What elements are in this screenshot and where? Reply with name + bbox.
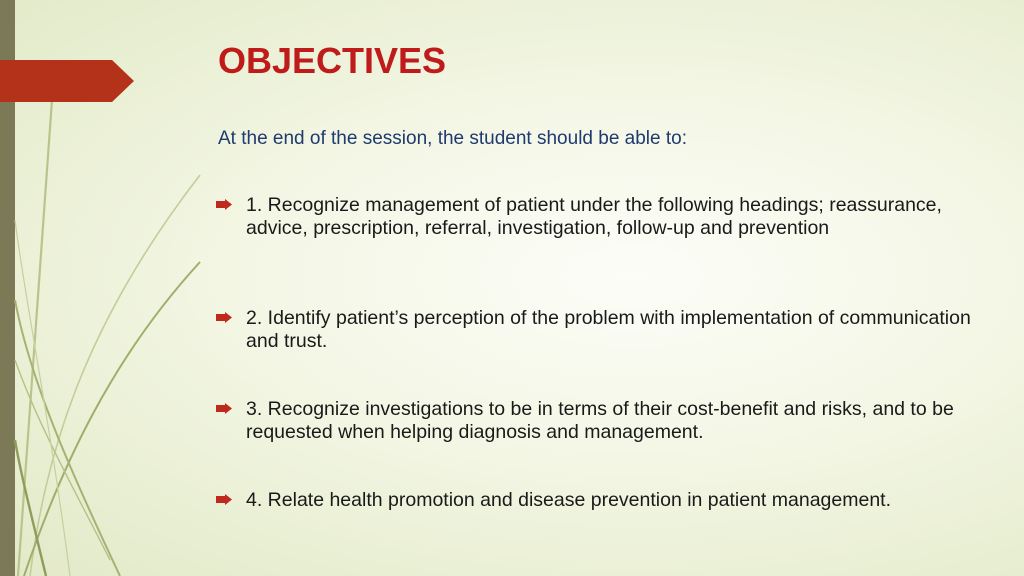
objective-item	[216, 307, 1006, 353]
objective-text: 3. Recognize investigations to be in terms of their cost-benefit and risks, and to be requested when helping diagnosis and management.	[246, 398, 954, 443]
objective-item	[216, 398, 1006, 444]
objective-item	[216, 489, 1006, 512]
slide-title: OBJECTIVES	[218, 40, 447, 81]
arrow-bullet-icon	[216, 312, 232, 323]
objective-text: 1. Recognize management of patient under the following headings; reassurance, advice, prescription, referral, investigation, follow-up and prevention	[246, 194, 942, 239]
title-accent-bar	[0, 60, 134, 102]
arrow-bullet-icon	[216, 199, 232, 210]
arrow-bullet-icon	[216, 403, 232, 414]
slide-subtitle: At the end of the session, the student should be able to:	[218, 128, 687, 149]
objective-item	[216, 194, 1006, 240]
objective-text: 2. Identify patient’s perception of the problem with implementation of communication and trust.	[246, 307, 971, 352]
arrow-bullet-icon	[216, 494, 232, 505]
objective-text: 4. Relate health promotion and disease prevention in patient management.	[246, 489, 892, 511]
